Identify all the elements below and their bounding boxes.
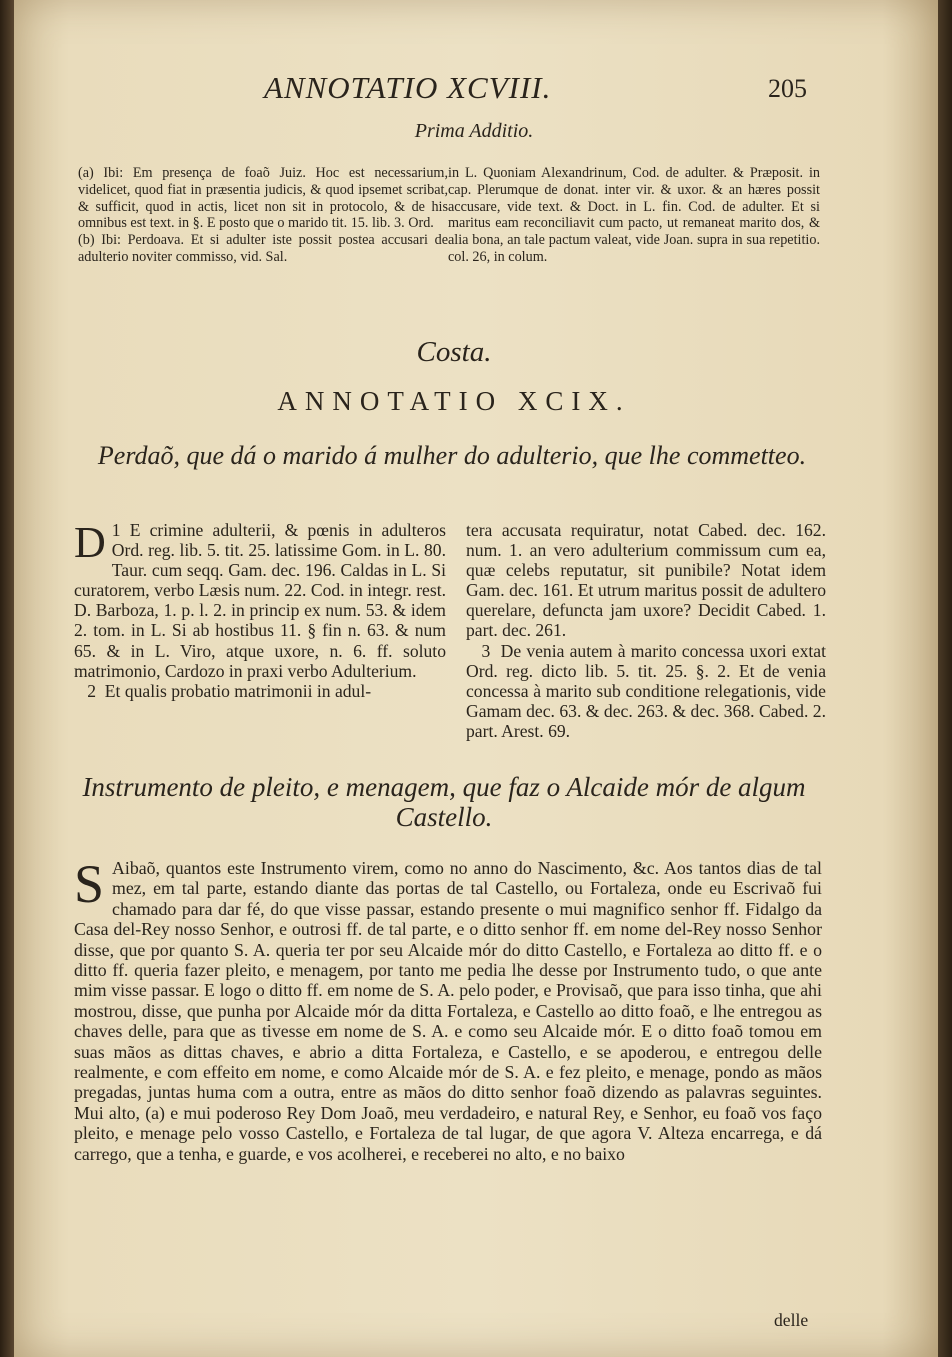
paragraph-text: De venia autem à marito concessa uxori extat Ord. reg. dicto lib. 5. tit. 25. §. 2. Et de venia concessa à marito sub conditione relegationis, vide Gamam dec. 63. & dec. 263. & dec. 368. Cabed. 2. part. Arest. 69. — [466, 640, 826, 741]
paragraphs-left-column — [74, 520, 446, 701]
instrumento-title: Instrumento de pleito, e menagem, que faz o Alcaide mór de algum Castello. — [82, 772, 806, 832]
addition-heading: Prima Additio. — [414, 120, 534, 142]
page-number: 205 — [768, 74, 807, 103]
instrumento-text: Aibaõ, quantos este Instrumento virem, como no anno do Nascimento, &c. Aos tantos dias de tal mez, em tal parte, estando diante das portas de tal Castello, ou Fortaleza, onde eu Escrivaõ fui chamado para dar fé, do que visse passar, estando presente o mui magnifico senhor ff. Fidalgo da Casa del-Rey nosso Senhor, e outrosi ff. de tal parte, e o ditto senhor ff. em nome del-Rey nosso Senhor disse, que por quanto S. A. queria ter por seu Alcaide mór do ditto Castello, e Fortaleza ao ditto ff. e o ditto ff. queria fazer pleito, e menagem, por tanto me pedia lhe desse por Instrumento tudo, o que ante mim visse passar. E logo o ditto ff. em nome de S. A. pelo poder, e Provisaõ, que para isso tinha, que ahi mostrou, disse, que punha por Alcaide mór da ditta Fortaleza, e Castello ao ditto foaõ, e lhe entregou as chaves delle, para que as tivesse em nome de S. A. e como seu Alcaide mór. E o ditto foaõ tomou em suas mãos as dittas chaves, e abrio a ditta Fortaleza, e Castello, e se apoderou, e entregou delle realmente, e com effeito em nome, e como Alcaide mór de S. A. e fez pleito, e menage, pondo as mãos pregadas, juntas huma com a outra, entre as mãos do ditto senhor foaõ dizendo as palavras seguintes. Mui alto, (a) e mui poderoso Rey Dom Joaõ, meu verdadeiro, e natural Rey, e Senhor, eu foaõ vos faço pleito, e menage pelo vosso Castello, e Fortaleza de tal lugar, de que agora V. Alteza encarrega, e dá carrego, que a tenha, e guarde, e vos acolherei, e receberei no alto, e no baixo — [74, 858, 822, 1164]
drop-cap: D — [74, 518, 106, 567]
paragraph-number: 3 — [481, 640, 491, 661]
paragraph-continuation: tera accusata requiratur, notat Cabed. dec. 162. num. 1. an vero adulterium commissum cum ea, quæ celebs reputatur, sit punibile? Notat idem Gam. dec. 161. Et utrum maritus possit de adultero querelare, defuncta jam uxore? Decidit Cabed. 1. part. dec. 261. — [466, 520, 826, 641]
paragraph-number: 1 — [111, 520, 121, 540]
instrumento-body — [74, 854, 822, 1164]
book-page — [14, 0, 938, 1357]
footnotes-right-column — [448, 165, 820, 266]
drop-cap: S — [74, 854, 105, 914]
annotatio-heading: ANNOTATIO XCIX. — [277, 386, 631, 416]
author-heading: Costa. — [416, 336, 492, 368]
section-title: Perdaõ, que dá o marido á mulher do adulterio, que lhe commetteo. — [97, 441, 807, 470]
catchword: delle — [774, 1310, 809, 1330]
paragraphs-right-column — [466, 520, 826, 741]
footnote-b: (b) Ibi: Perdoava. Et si adulter iste possit postea accusari de adulterio noviter commisso, vid. Sal. — [78, 232, 448, 265]
paragraph-3 — [466, 641, 826, 741]
paragraph-number: 2 — [87, 680, 96, 701]
running-title: ANNOTATIO XCVIII. — [264, 70, 552, 105]
footnote-continuation: in L. Quoniam Alexandrinum, Cod. de adulter. & Præposit. in cap. Plerumque de donat. inter vir. & uxor. & an hæres possit accusare, vide text. & Doct. in L. fin. Cod. de adulter. Et si maritus eam reconciliavit cum pacto, ut remaneat marito dos, & alia bona, an tale pactum valeat, vide Joan. supra in sua repetitio. col. 26, in colum. — [448, 165, 820, 265]
paragraph-text: Et qualis probatio matrimonii in adul- — [104, 680, 372, 701]
book-gutter-left — [0, 0, 14, 1357]
footnote-a: (a) Ibi: Em presença de foaõ Juiz. Hoc est necessarium, videlicet, quod fiat in præsentia judicis, & quod ipsemet scribat, & sufficit, quod in actis, licet non sit in protocolo, & de his omnibus est text. in §. E posto que o marido tit. 15. lib. 3. Ord. — [78, 165, 448, 232]
footnotes-left-column — [78, 165, 448, 266]
paragraph-1 — [74, 520, 446, 681]
book-edge-right — [938, 0, 952, 1357]
paragraph-2 — [74, 681, 446, 701]
paragraph-text: E crimine adulterii, & pœnis in adulteros Ord. reg. lib. 5. tit. 25. latissime Gom. in L. 80. Taur. cum seqq. Gam. dec. 196. Caldas in L. Si curatorem, verbo Læsis num. 22. Cod. in integr. rest. D. Barboza, 1. p. l. 2. in princip ex num. 53. & idem 2. tom. in L. Si ab hostibus 11. § fin n. 63. & num 65. & in L. Viro, atque uxore, n. 6. ff. soluto matrimonio, Cardozo in praxi verbo Adulterium. — [74, 520, 446, 681]
